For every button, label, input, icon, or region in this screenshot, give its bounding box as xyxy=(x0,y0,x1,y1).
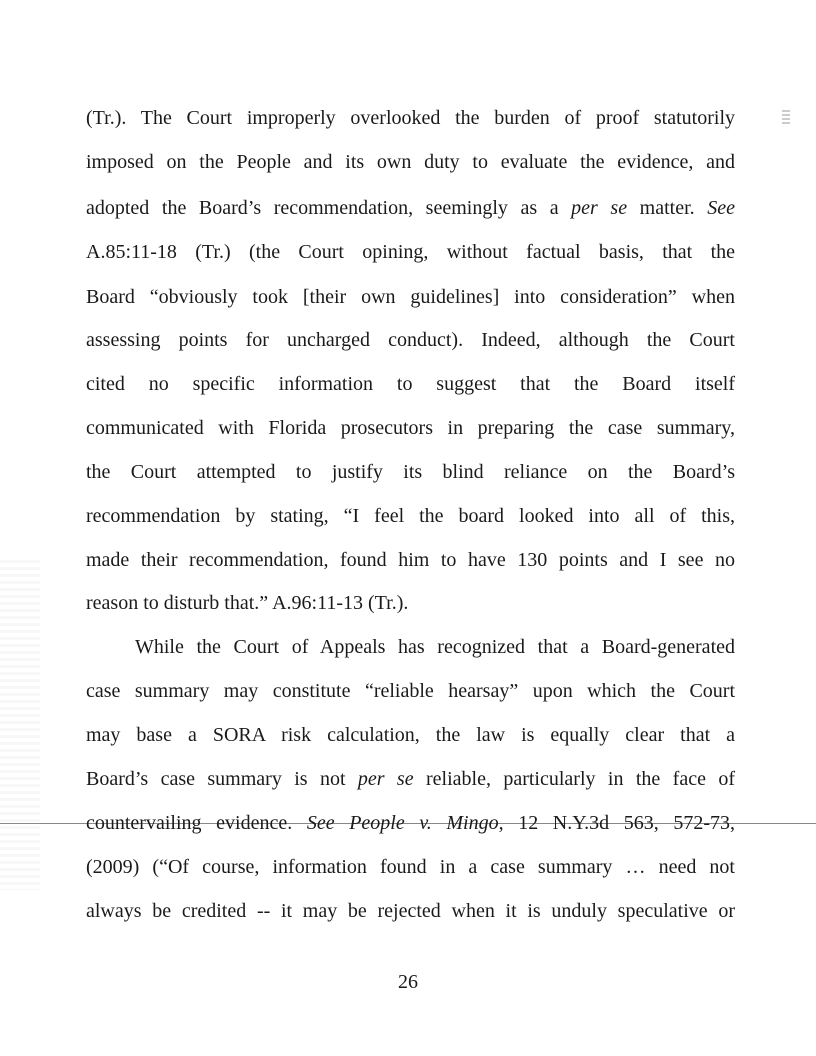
text-segment: (2009) (“Of course, information found in a case summary … need not xyxy=(86,856,735,878)
text-segment: may base a SORA risk calculation, the law is equally clear that a xyxy=(86,724,735,746)
text-segment: matter. xyxy=(627,197,708,219)
text-segment: Board “obviously took [their own guidelines] into consideration” when xyxy=(86,286,735,308)
text-segment: the Court attempted to justify its blind reliance on the Board’s xyxy=(86,461,735,483)
text-segment: cited no specific information to suggest that the Board itself xyxy=(86,373,735,395)
text-segment: Board’s case summary is not xyxy=(86,768,358,790)
text-line xyxy=(86,240,735,264)
text-line xyxy=(86,106,735,130)
text-line xyxy=(86,548,735,572)
italic-text: See People v. Mingo xyxy=(306,812,499,834)
text-segment: communicated with Florida prosecutors in preparing the case summary, xyxy=(86,417,735,439)
italic-text: per se xyxy=(571,197,628,219)
text-line xyxy=(86,285,735,309)
page-number: 26 xyxy=(398,971,418,993)
text-segment: reason to disturb that.” A.96:11-13 (Tr.). xyxy=(86,592,409,614)
text-segment: assessing points for uncharged conduct). Indeed, although the Court xyxy=(86,329,735,351)
text-segment: always be credited -- it may be rejected when it is unduly speculative or xyxy=(86,900,735,922)
text-line xyxy=(86,591,735,615)
text-line xyxy=(86,196,735,220)
text-segment: adopted the Board’s recommendation, seemingly as a xyxy=(86,197,572,219)
text-segment: While the Court of Appeals has recognized that a Board-generated xyxy=(135,636,735,658)
text-segment: A.85:11-18 (Tr.) (the Court opining, without factual basis, that the xyxy=(86,241,735,263)
text-segment: recommendation by stating, “I feel the board looked into all of this, xyxy=(86,505,735,527)
text-segment: imposed on the People and its own duty to evaluate the evidence, and xyxy=(86,151,735,173)
text-line xyxy=(86,460,735,484)
text-line xyxy=(135,635,735,659)
text-line xyxy=(86,416,735,440)
text-segment: made their recommendation, found him to have 130 points and I see no xyxy=(86,549,735,571)
text-line xyxy=(86,504,735,528)
text-line xyxy=(86,855,735,879)
italic-text: per se xyxy=(357,768,414,790)
text-segment: countervailing evidence. xyxy=(86,812,307,834)
text-line xyxy=(86,811,735,835)
scan-artifact-right xyxy=(782,110,790,126)
text-line xyxy=(86,372,735,396)
text-line xyxy=(86,723,735,747)
text-line xyxy=(86,899,735,923)
text-line xyxy=(86,767,735,791)
text-line xyxy=(86,150,735,174)
text-segment: case summary may constitute “reliable hearsay” upon which the Court xyxy=(86,680,735,702)
text-line xyxy=(86,679,735,703)
text-segment: , 12 N.Y.3d 563, 572-73, xyxy=(498,812,736,834)
scan-artifact-left xyxy=(0,560,40,890)
italic-text: See xyxy=(707,197,735,219)
text-line xyxy=(86,328,735,352)
text-segment: reliable, particularly in the face of xyxy=(413,768,735,790)
text-segment: (Tr.). The Court improperly overlooked the burden of proof statutorily xyxy=(86,107,735,129)
